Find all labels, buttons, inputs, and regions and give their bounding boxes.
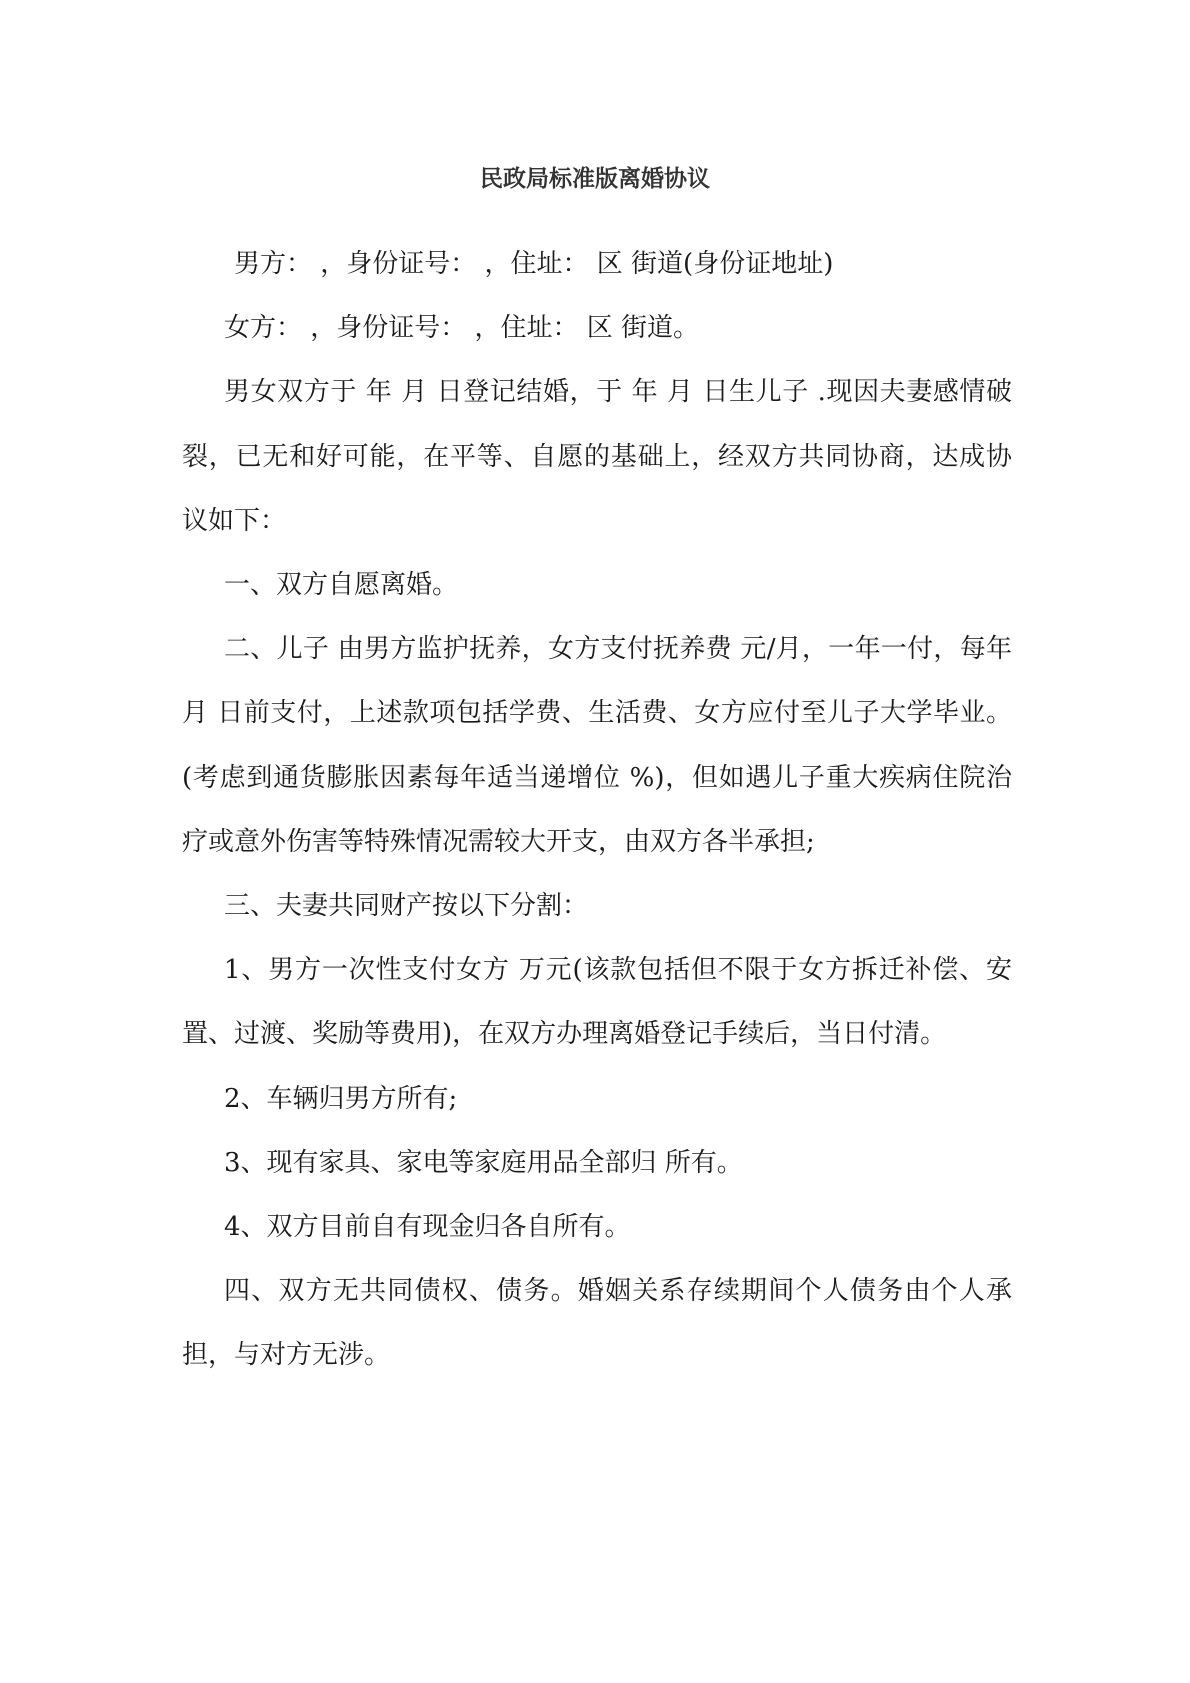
paragraph-clause-3-item-4: 4、双方目前自有现金归各自所有。	[224, 1212, 631, 1243]
paragraph-preamble: 男女双方于 年 月 日登记结婚，于 年 月 日生儿子 .现因夫妻感情破裂，已无和好可能，在平等、自愿的基础上，经双方共同协商，达成协议如下：	[182, 377, 1012, 536]
paragraph-clause-1: 一、双方自愿离婚。	[224, 570, 459, 601]
document-title: 民政局标准版离婚协议	[480, 166, 710, 192]
paragraph-clause-3-item-1: 1、男方一次性支付女方 万元(该款包括但不限于女方拆迁补偿、安置、过渡、奖励等费用)，在双方办理离婚登记手续后，当日付清。	[182, 955, 1012, 1050]
paragraph-clause-3-item-3: 3、现有家具、家电等家庭用品全部归 所有。	[224, 1147, 743, 1178]
paragraph-clause-4: 四、双方无共同债权、债务。婚姻关系存续期间个人债务由个人承担，与对方无涉。	[182, 1276, 1012, 1371]
paragraph-clause-3-item-2: 2、车辆归男方所有;	[224, 1083, 458, 1114]
document-body	[182, 232, 1012, 1388]
paragraph-male-party: 男方： ，身份证号： ，住址： 区 街道(身份证地址)	[234, 249, 834, 279]
paragraph-female-party: 女方： ，身份证号： ，住址： 区 街道。	[224, 313, 700, 344]
paragraph-clause-3: 三、夫妻共同财产按以下分割：	[224, 891, 589, 922]
paragraph-clause-2: 二、儿子 由男方监护抚养，女方支付抚养费 元/月，一年一付，每年 月 日前支付，上述款项包括学费、生活费、女方应付至儿子大学毕业。(考虑到通货膨胀因素每年适当递增位 %)，但如遇儿子重大疾病住院治疗或意外伤害等特殊情况需较大开支，由双方各半承担;	[182, 634, 1012, 857]
